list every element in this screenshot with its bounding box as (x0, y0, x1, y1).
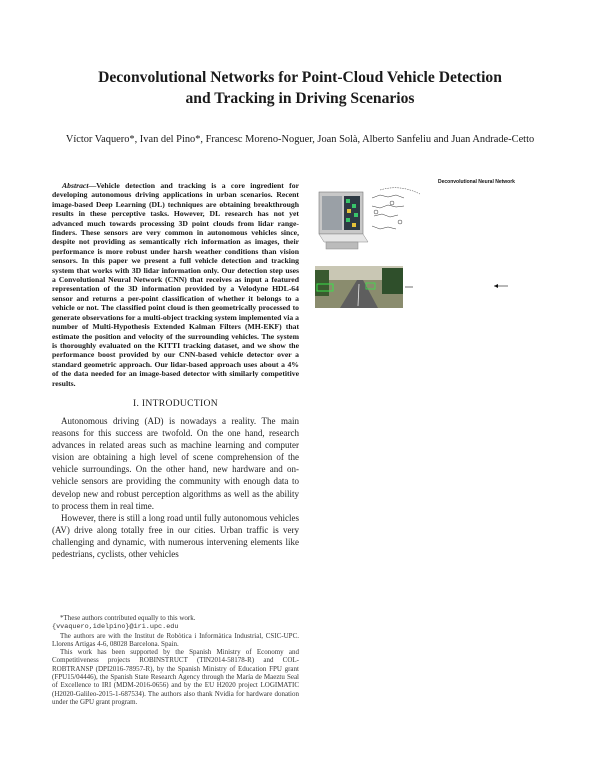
footnote-funding: This work has been supported by the Spanish Ministry of Economy and Competitiveness projects ROBINSTRUCT (TIN2014-58178-R) and COL-ROBTRANSP (DPI2016-78957-R), by the Spanish Ministry of Education FPU grant (FPU15/04446), the Spanish State Research Agency through the María de Maeztu Seal of Excellence to IRI (MDM-2016-0656) and by the EU H2020 project LOGIMATIC (H2020-Galileo-2015-1-687534). The authors also thank Nvidia for hardware donation under the GPU grant program. (52, 648, 299, 706)
left-column (52, 181, 299, 560)
intro-paragraph-1: Autonomous driving (AD) is nowadays a reality. The main reasons for this success are twofold. On the one hand, research advances in related areas such as machine learning and computer vision are obtaining a high level of scene comprehension of the vehicle surroundings. On the other hand, new hardware and on-vehicle sensors are providing the community with enough data to develop new and robust perception algorithms as well as the ability to process them in real time. (52, 415, 299, 511)
abstract-label: Abstract (62, 181, 89, 190)
footnote-emails: {vvaquero,idelpino}@iri.upc.edu (52, 623, 179, 632)
figure-graphic (310, 176, 560, 311)
road-scene-image (315, 266, 413, 308)
network-diagram (372, 188, 420, 229)
output-arrow (494, 284, 508, 288)
teaser-figure (310, 176, 560, 311)
figure-title: Deconvolutional Neural Network (438, 179, 515, 185)
abstract-text: —Vehicle detection and tracking is a core ingredient for developing autonomous driving applications in urban scenarios. Recent image-based Deep Learning (DL) techniques are obtaining breakthrough results in these perceptive tasks. However, DL research has not yet advanced much towards processing 3D point clouds from lidar range-finders. These sensors are very common in autonomous vehicles since, despite not providing as semantically rich information as images, their performance is more robust under harsh weather conditions than vision sensors. In this paper we present a full vehicle detection and tracking system that works with 3D lidar information only. Our detection step uses a Convolutional Neural Network (CNN) that receives as input a featured representation of the 3D information provided by a Velodyne HDL-64 sensor and returns a per-point classification of whether it belongs to a vehicle or not. The classified point cloud is then geometrically processed to generate observations for a multi-object tracking system implemented via a number of Multi-Hypothesis Extended Kalman Filters (MH-EKF) that estimate the position and velocity of the surrounding vehicles. The system is thoroughly evaluated on the KITTI tracking dataset, and we show the performance boost provided by our CNN-based vehicle detector over a standard geometric approach. Our lidar-based approach uses about a 4% of the data needed for an image-based detector with similarly competitive results. (52, 181, 299, 388)
title-line-1: Deconvolutional Networks for Point-Cloud Vehicle Detection (98, 69, 502, 86)
section-heading-introduction: I. INTRODUCTION (133, 397, 218, 409)
lidar-sensor-illustration (319, 192, 368, 249)
intro-paragraph-2: However, there is still a long road until fully autonomous vehicles (AV) drive along totally free in our cities. Urban traffic is very challenging and dynamic, with numerous intervening elements like pedestrians, cyclists, other vehicles (52, 512, 299, 559)
footnotes (52, 614, 299, 706)
author-list: Víctor Vaquero*, Ivan del Pino*, Francesc Moreno-Noguer, Joan Solà, Alberto Sanfeliu and Juan Andrade-Cetto (65, 134, 535, 145)
title-line-2: and Tracking in Driving Scenarios (185, 90, 415, 107)
footnote-affiliation: The authors are with the Institut de Robòtica i Informàtica Industrial, CSIC-UPC. Llorens Artigas 4-6, 08028 Barcelona. Spain. (52, 631, 299, 648)
abstract (52, 181, 299, 388)
footnote-equal-contribution: *These authors contributed equally to this work. {vvaquero,idelpino}@iri.upc.edu (52, 614, 196, 632)
